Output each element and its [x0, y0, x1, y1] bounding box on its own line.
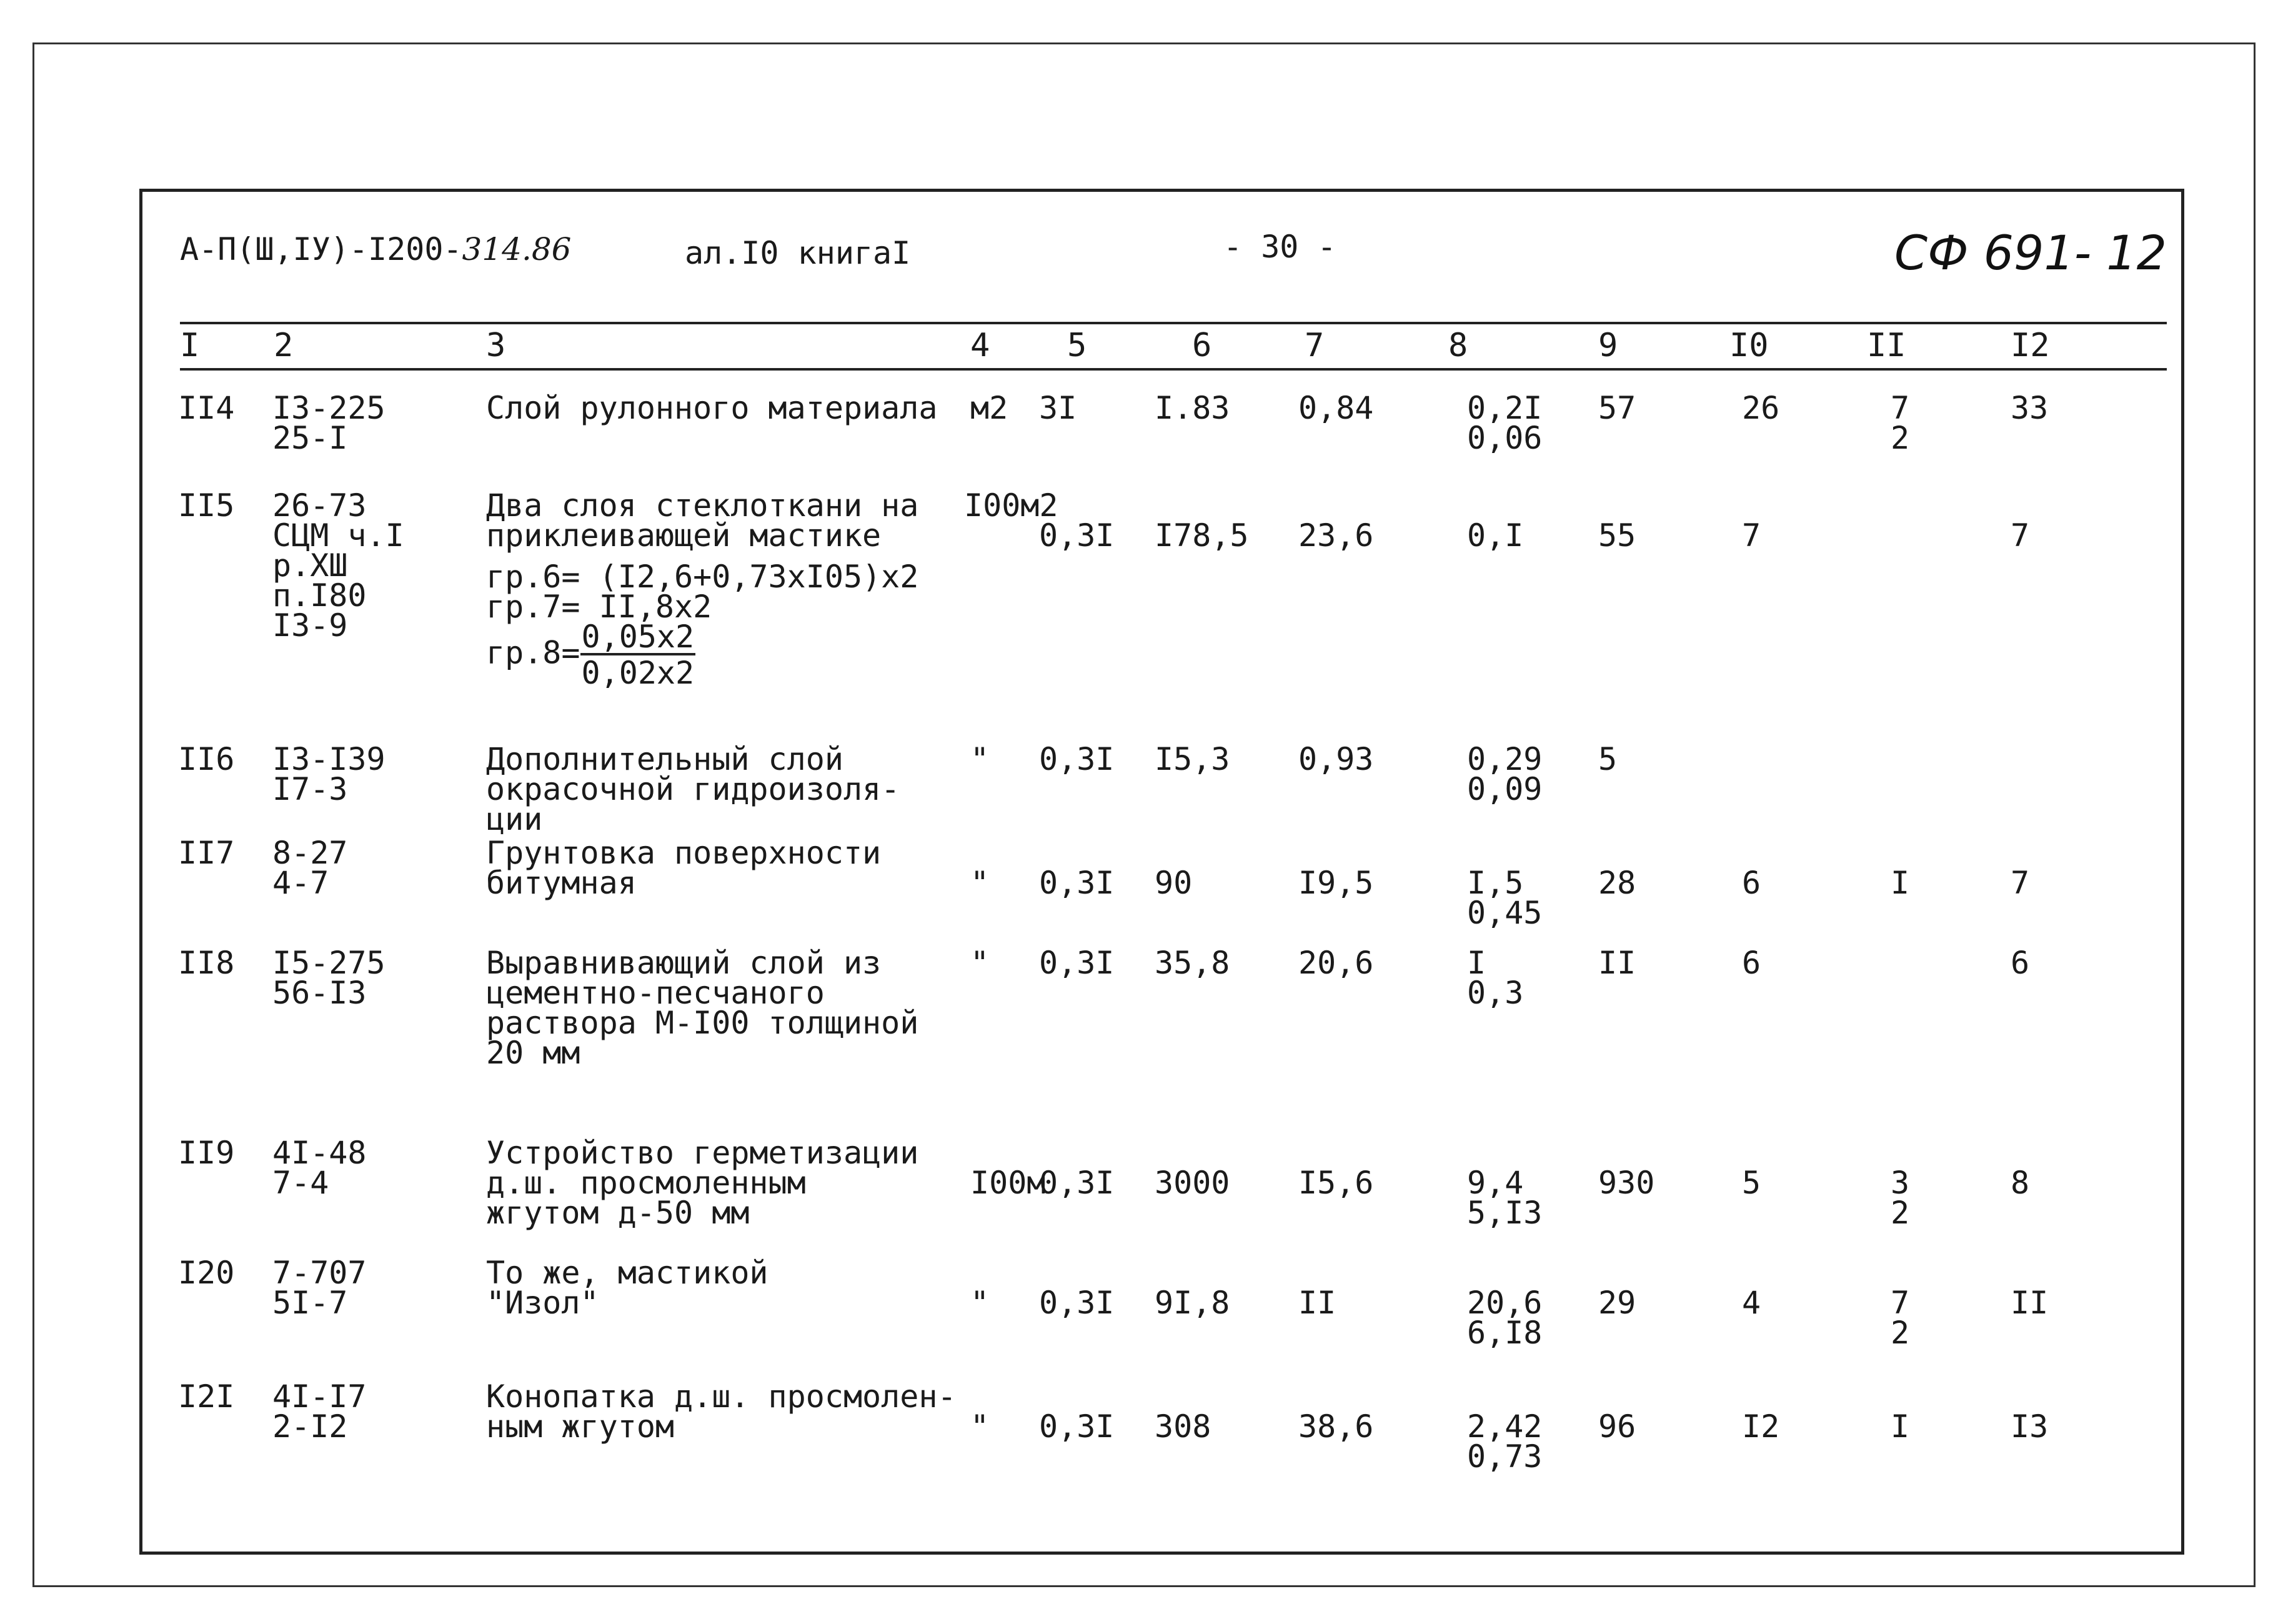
- work-description: [486, 1378, 957, 1445]
- col-8-value-line: I: [1467, 945, 1486, 981]
- col-5-value: 0,3I: [1039, 1285, 1115, 1321]
- col-7-value: I5,6: [1298, 1165, 1374, 1201]
- unit-of-measure: I00м2: [964, 487, 1058, 524]
- work-description-line: Два слоя стеклоткани на: [486, 487, 919, 524]
- norm-codes: [272, 487, 404, 644]
- row-number: II5: [178, 487, 235, 524]
- formula-fraction: [580, 619, 696, 691]
- column-number-10: I0: [1729, 327, 1769, 364]
- work-description-line: Выравнивающий слой из: [486, 945, 882, 981]
- row-number: II8: [178, 945, 235, 981]
- work-description-line: 20 мм: [486, 1035, 580, 1071]
- col-5-value: 0,3I: [1039, 1165, 1115, 1201]
- col-9-value: 28: [1598, 865, 1636, 901]
- col-9-value: 5: [1598, 741, 1618, 777]
- norm-codes-line: 8-27: [272, 835, 348, 871]
- col-8-value-line: 2,42: [1467, 1408, 1543, 1445]
- formula-group-8: [486, 619, 918, 691]
- column-number-3: 3: [486, 327, 506, 364]
- norm-codes-line: 7-707: [272, 1255, 367, 1291]
- work-description: [486, 835, 882, 901]
- column-number-2: 2: [274, 327, 294, 364]
- norm-codes-line: I3-I39: [272, 741, 385, 777]
- col-11-value-line: 3: [1891, 1165, 1910, 1201]
- norm-codes: [272, 1255, 367, 1321]
- fraction-denominator: 0,02х2: [581, 655, 695, 691]
- norm-codes: [272, 1378, 367, 1445]
- norm-codes: [272, 390, 385, 456]
- norm-codes-line: I3-225: [272, 390, 385, 426]
- column-number-5: 5: [1067, 327, 1087, 364]
- col-11-value-line: I: [1891, 865, 1910, 901]
- column-number-11: II: [1867, 327, 1906, 364]
- col-9-value: 55: [1598, 517, 1636, 554]
- header-rule-top: [180, 322, 2167, 324]
- page-number: - 30 -: [1223, 229, 1336, 265]
- unit-of-measure: ": [970, 1285, 990, 1321]
- col-6-value: 3000: [1155, 1165, 1230, 1201]
- norm-codes-line: п.I80: [272, 577, 367, 614]
- col-8-value-line: 20,6: [1467, 1285, 1543, 1321]
- column-number-9: 9: [1598, 327, 1618, 364]
- work-description-line: окрасочной гидроизоля-: [486, 771, 900, 807]
- col-8-value: [1467, 390, 1543, 456]
- col-12-value: 7: [2011, 517, 2030, 554]
- col-10-value: 6: [1742, 865, 1761, 901]
- col-8-value: [1467, 1408, 1543, 1475]
- row-number: I2I: [178, 1378, 235, 1415]
- document-code-handwritten: 314.86: [462, 231, 572, 267]
- col-10-value: 7: [1742, 517, 1761, 554]
- work-description-line: Грунтовка поверхности: [486, 835, 882, 871]
- work-description: [486, 390, 938, 426]
- col-11-value: [1891, 1285, 1910, 1351]
- col-10-value: 4: [1742, 1285, 1761, 1321]
- col-5-value: 0,3I: [1039, 865, 1115, 901]
- col-6-value: 9I,8: [1155, 1285, 1230, 1321]
- album-label: ал.I0 книгаI: [685, 235, 911, 271]
- col-8-value: [1467, 741, 1543, 807]
- col-11-value: [1891, 865, 1910, 901]
- col-10-value: 5: [1742, 1165, 1761, 1201]
- col-9-value: 57: [1598, 390, 1636, 426]
- formula-group-8-label: гр.8=: [486, 634, 580, 671]
- work-description-line: То же, мастикой: [486, 1255, 768, 1291]
- column-number-6: 6: [1192, 327, 1212, 364]
- norm-codes: [272, 945, 385, 1011]
- norm-codes-line: 7-4: [272, 1165, 329, 1201]
- work-description: [486, 487, 919, 691]
- col-7-value: 0,84: [1298, 390, 1374, 426]
- col-5-value: 3I: [1039, 390, 1077, 426]
- col-8-value-line: 0,I: [1467, 517, 1524, 554]
- work-description-line: Слой рулонного материала: [486, 390, 938, 426]
- col-12-value: II: [2011, 1285, 2049, 1321]
- col-8-value-line: I,5: [1467, 865, 1524, 901]
- norm-codes-line: 4I-48: [272, 1135, 367, 1171]
- col-11-value-line: 2: [1891, 420, 1910, 456]
- col-12-value: 8: [2011, 1165, 2030, 1201]
- norm-codes-line: I5-275: [272, 945, 385, 981]
- col-9-value: II: [1598, 945, 1636, 981]
- work-description-line: Конопатка д.ш. просмолен-: [486, 1378, 957, 1415]
- col-6-value: I78,5: [1155, 517, 1249, 554]
- norm-codes: [272, 835, 348, 901]
- col-10-value: 6: [1742, 945, 1761, 981]
- work-description-line: приклеивающей мастике: [486, 517, 882, 554]
- col-10-value: I2: [1742, 1408, 1780, 1445]
- row-number: I20: [178, 1255, 235, 1291]
- col-5-value: 0,3I: [1039, 741, 1115, 777]
- work-description: [486, 945, 919, 1071]
- fraction-numerator: 0,05х2: [581, 619, 695, 655]
- col-8-value-line: 0,06: [1467, 420, 1543, 456]
- formula-group-6: гр.6= (I2,6+0,73хI05)х2: [486, 559, 919, 595]
- col-7-value: 0,93: [1298, 741, 1374, 777]
- unit-of-measure: ": [970, 741, 990, 777]
- row-number: II9: [178, 1135, 235, 1171]
- norm-codes: [272, 1135, 367, 1201]
- norm-codes-line: 26-73: [272, 487, 367, 524]
- norm-codes-line: СЦМ ч.I: [272, 517, 404, 554]
- column-number-4: 4: [970, 327, 990, 364]
- col-7-value: I9,5: [1298, 865, 1374, 901]
- work-description: [486, 1255, 768, 1321]
- norm-codes-line: I3-9: [272, 607, 348, 644]
- work-description-line: Устройство герметизации: [486, 1135, 919, 1171]
- row-number: II7: [178, 835, 235, 871]
- col-6-value: 90: [1155, 865, 1193, 901]
- col-11-value: [1891, 1165, 1910, 1231]
- norm-codes-line: 2-I2: [272, 1408, 348, 1445]
- document-code-printed: А-П(Ш,IУ)-I200-: [180, 231, 462, 267]
- col-8-value-line: 9,4: [1467, 1165, 1524, 1201]
- col-11-value-line: 7: [1891, 1285, 1910, 1321]
- norm-codes-line: 25-I: [272, 420, 348, 456]
- calculation-formulas: [486, 559, 919, 691]
- work-description-line: цементно-песчаного: [486, 975, 825, 1011]
- unit-of-measure: ": [970, 1408, 990, 1445]
- document-code: [180, 232, 572, 267]
- col-6-value: I5,3: [1155, 741, 1230, 777]
- work-description-line: "Изол": [486, 1285, 599, 1321]
- col-8-value: [1467, 1285, 1543, 1351]
- work-description-line: битумная: [486, 865, 637, 901]
- col-8-value: [1467, 517, 1524, 554]
- norm-codes-line: I7-3: [272, 771, 348, 807]
- col-5-value: 0,3I: [1039, 517, 1115, 554]
- work-description: [486, 1135, 919, 1231]
- col-8-value-line: 0,3: [1467, 975, 1524, 1011]
- unit-of-measure: I00м: [970, 1165, 1046, 1201]
- column-number-12: I2: [2011, 327, 2050, 364]
- norm-codes-line: 5I-7: [272, 1285, 348, 1321]
- col-8-value-line: 0,29: [1467, 741, 1543, 777]
- col-12-value: 7: [2011, 865, 2030, 901]
- work-description: [486, 741, 900, 837]
- norm-codes-line: р.ХШ: [272, 547, 348, 584]
- work-description-line: жгутом д-50 мм: [486, 1195, 750, 1231]
- row-number: II6: [178, 741, 235, 777]
- norm-codes-line: 4-7: [272, 865, 329, 901]
- col-8-value-line: 0,2I: [1467, 390, 1543, 426]
- col-8-value: [1467, 945, 1524, 1011]
- col-10-value: 26: [1742, 390, 1780, 426]
- unit-of-measure: ": [970, 945, 990, 981]
- work-description-line: Дополнительный слой: [486, 741, 843, 777]
- col-11-value: [1891, 1408, 1910, 1445]
- col-8-value-line: 0,45: [1467, 895, 1543, 931]
- work-description-line: ции: [486, 801, 543, 837]
- norm-codes-line: 4I-I7: [272, 1378, 367, 1415]
- col-11-value: [1891, 390, 1910, 456]
- col-7-value: 20,6: [1298, 945, 1374, 981]
- col-6-value: 308: [1155, 1408, 1211, 1445]
- col-11-value-line: 2: [1891, 1195, 1910, 1231]
- col-11-value-line: 2: [1891, 1315, 1910, 1351]
- col-9-value: 930: [1598, 1165, 1655, 1201]
- col-8-value: [1467, 1165, 1543, 1231]
- col-11-value-line: 7: [1891, 390, 1910, 426]
- col-12-value: I3: [2011, 1408, 2049, 1445]
- norm-codes: [272, 741, 385, 807]
- col-12-value: 33: [2011, 390, 2049, 426]
- col-7-value: 38,6: [1298, 1408, 1374, 1445]
- document-frame: [139, 189, 2184, 1555]
- col-8-value-line: 5,I3: [1467, 1195, 1543, 1231]
- unit-of-measure: ": [970, 865, 990, 901]
- column-number-8: 8: [1448, 327, 1468, 364]
- col-8-value: [1467, 865, 1543, 931]
- row-number: II4: [178, 390, 235, 426]
- col-8-value-line: 0,09: [1467, 771, 1543, 807]
- header-rule-bottom: [180, 368, 2167, 371]
- norm-codes-line: 56-I3: [272, 975, 367, 1011]
- col-11-value-line: I: [1891, 1408, 1910, 1445]
- col-8-value-line: 6,I8: [1467, 1315, 1543, 1351]
- col-12-value: 6: [2011, 945, 2030, 981]
- col-7-value: II: [1298, 1285, 1336, 1321]
- col-6-value: I.83: [1155, 390, 1230, 426]
- column-number-1: I: [180, 327, 200, 364]
- col-5-value: 0,3I: [1039, 945, 1115, 981]
- col-7-value: 23,6: [1298, 517, 1374, 554]
- col-5-value: 0,3I: [1039, 1408, 1115, 1445]
- col-9-value: 29: [1598, 1285, 1636, 1321]
- sheet-id-container: [1894, 225, 2167, 292]
- unit-of-measure: м2: [970, 390, 1008, 426]
- col-6-value: 35,8: [1155, 945, 1230, 981]
- col-9-value: 96: [1598, 1408, 1636, 1445]
- col-8-value-line: 0,73: [1467, 1438, 1543, 1475]
- sheet-id: СФ 691- 12: [1894, 225, 2167, 281]
- column-number-7: 7: [1305, 327, 1325, 364]
- work-description-line: ным жгутом: [486, 1408, 675, 1445]
- formula-group-7: гр.7= II,8х2: [486, 589, 712, 625]
- work-description-line: раствора М-I00 толщиной: [486, 1005, 919, 1041]
- work-description-line: д.ш. просмоленным: [486, 1165, 806, 1201]
